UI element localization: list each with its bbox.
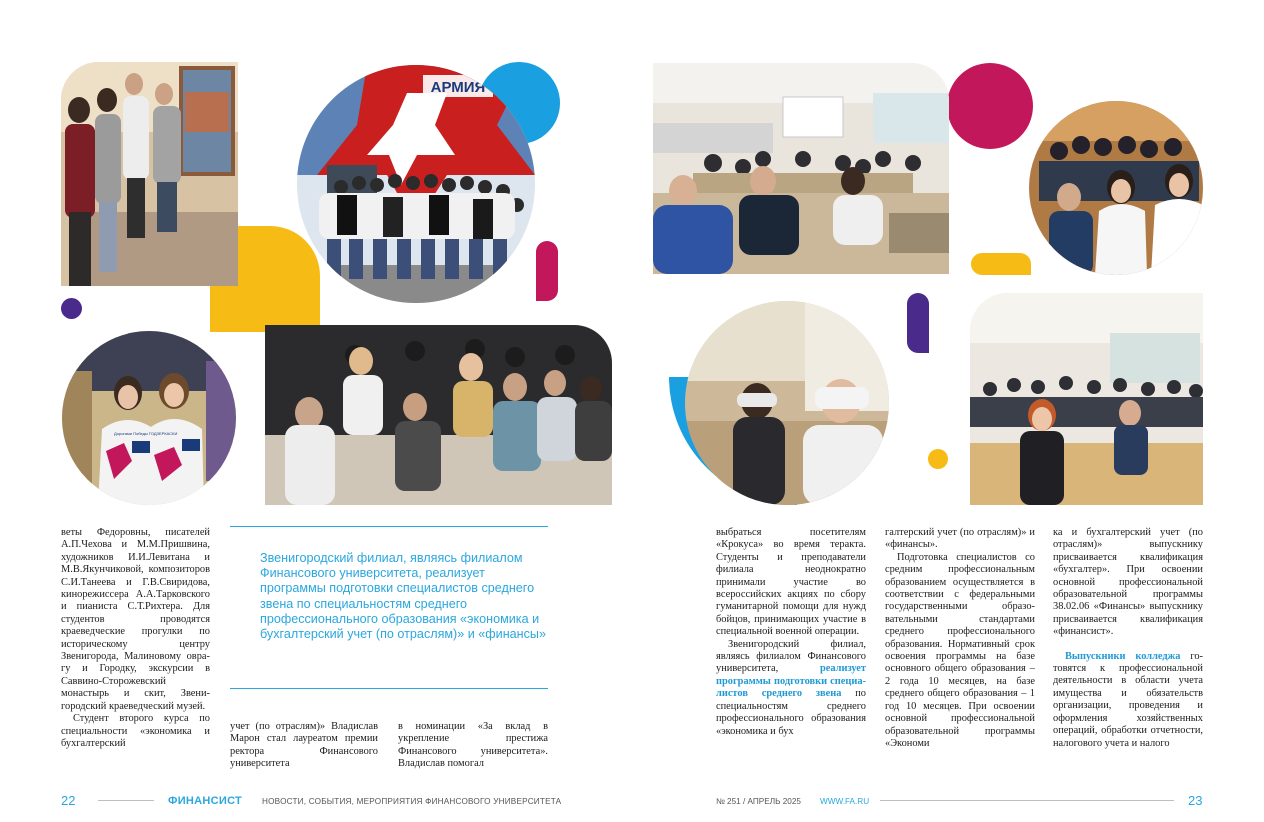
right-col3-para2-end: готовятся к профессиональной деятельности в области учета имущества и обязательств организации, проведения и оформления хозяйственных операций, обработки отчетности, налогового учета и налого (1053, 650, 1203, 749)
right-col3-highlight: Выпускники колледжа (1065, 650, 1181, 662)
right-column-2 (885, 527, 1035, 750)
photo-vr-headset (685, 301, 889, 505)
tshirt-text: Дорогами Победы ГОДЗЕРКАСКИ (114, 431, 178, 436)
right-col1-para1: выбраться посетителям «Крокуса» во время теракта. Студенты и преподаватели филиала неоднократно принимали участие во всероссийских акциях по сбору гуманитарной помощи для нужд бойцов, принимающих участие в специальной военной операции. (716, 527, 866, 638)
photo-army-group (297, 65, 535, 303)
photo-audience (265, 325, 612, 505)
issue-number: № 251 / АПРЕЛЬ 2025 (716, 797, 801, 806)
pull-quote-box (230, 526, 548, 689)
right-col2-para1: галтерский учет (по отраслям)» и «финансы». (885, 527, 1035, 551)
right-col2-para2: Подготовка специалистов со средним профессиональным образованием осуществляется в соответствии с федеральными государственными образовательными стандартами среднего профессионального образования. Нормативный срок освоения программы на базе основного общего образования – 2 года 10 месяцев, на базе среднего общего образования – 1 год 10 месяцев. При освоении основной профессиональной образовательной программы «Экономи (885, 551, 1035, 749)
right-col1-para2-start: Звенигородский филиал, являясь филиалом Финансового университета, (716, 638, 866, 675)
right-column-3 (1053, 527, 1203, 750)
left-column-1 (61, 527, 210, 750)
left-col1-para2: Студент второго курса по специальности «экономика и бухгалтерский (61, 713, 210, 749)
yellow-pill-right (971, 253, 1031, 275)
left-page-number: 22 (61, 793, 76, 808)
right-page-number: 23 (1188, 793, 1203, 808)
purple-pill-right (907, 293, 929, 353)
photo-gallery-visit (61, 62, 238, 286)
left-footer-rule (98, 800, 154, 801)
right-col1-para2-end: по специальностям среднего профессионального образования «экономика и бух (716, 688, 866, 737)
section-title: НОВОСТИ, СОБЫТИЯ, МЕРОПРИЯТИЯ ФИНАНСОВОГО УНИВЕРСИТЕТА (262, 797, 562, 806)
right-footer-rule (880, 800, 1174, 801)
purple-dot-left (61, 298, 82, 319)
poster-banner-text: АРМИЯ (430, 79, 486, 96)
right-column-1 (716, 527, 866, 738)
magenta-pill-left (536, 241, 558, 301)
photo-classroom (653, 63, 949, 274)
magenta-circle-right (947, 63, 1033, 149)
right-col1-para2 (716, 639, 866, 738)
website-link[interactable]: WWW.FA.RU (820, 797, 870, 806)
photo-volunteers (62, 331, 236, 505)
photo-students-hall (1029, 101, 1203, 275)
left-column-2 (230, 721, 378, 771)
yellow-dot-right (928, 449, 948, 469)
brand-logo-text: ФИНАНСИСТ (168, 795, 243, 807)
left-col1-para1: веты Федоровны, писателей А.П.Чехова и М.М.Пришвина, художников И.И.Левитана и М.В.Якунчиковой, композиторов С.И.Танеева и Г.В.Свиридова, кинорежиссера А.А.Тарковского и пианиста С.Т.Рихтера. Для студентов проводятся краеведческие прогулки по историческому центру Звенигорода, Малиновому оврагу и Городку, экскурсии в Саввино-Сторожевский монастырь и скит, Звенигородский краеведческий музей. (61, 527, 210, 712)
left-column-3 (398, 721, 548, 771)
right-col3-para1: ка и бухгалтерский учет (по отраслям)» выпускнику присваивается квалификация «бухгалтер». При освоении основной профессиональной образовательной программы 38.02.06 «Финансы» выпускнику присваивается квалификация «финансист». (1053, 527, 1203, 638)
right-col1-highlight: реализует программы подготовки специалистов среднего звена (716, 663, 866, 700)
pull-quote-text: Звенигородский филиал, являясь филиалом Финансового университета, реализует программы подготовки специалистов среднего звена по специальностям среднего профессионального образования «экономика и бухгалтерский учет (по отраслям)» и «финансы» (260, 551, 546, 642)
right-col3-para2 (1053, 651, 1203, 750)
left-col2-para: учет (по отраслям)» Владислав Марон стал лауреатом премии ректора Финансового университета (230, 721, 378, 770)
photo-auditorium (970, 293, 1203, 505)
left-col3-para: в номинации «За вклад в укрепление престижа Финансового университета». Владислав помогал (398, 721, 548, 770)
